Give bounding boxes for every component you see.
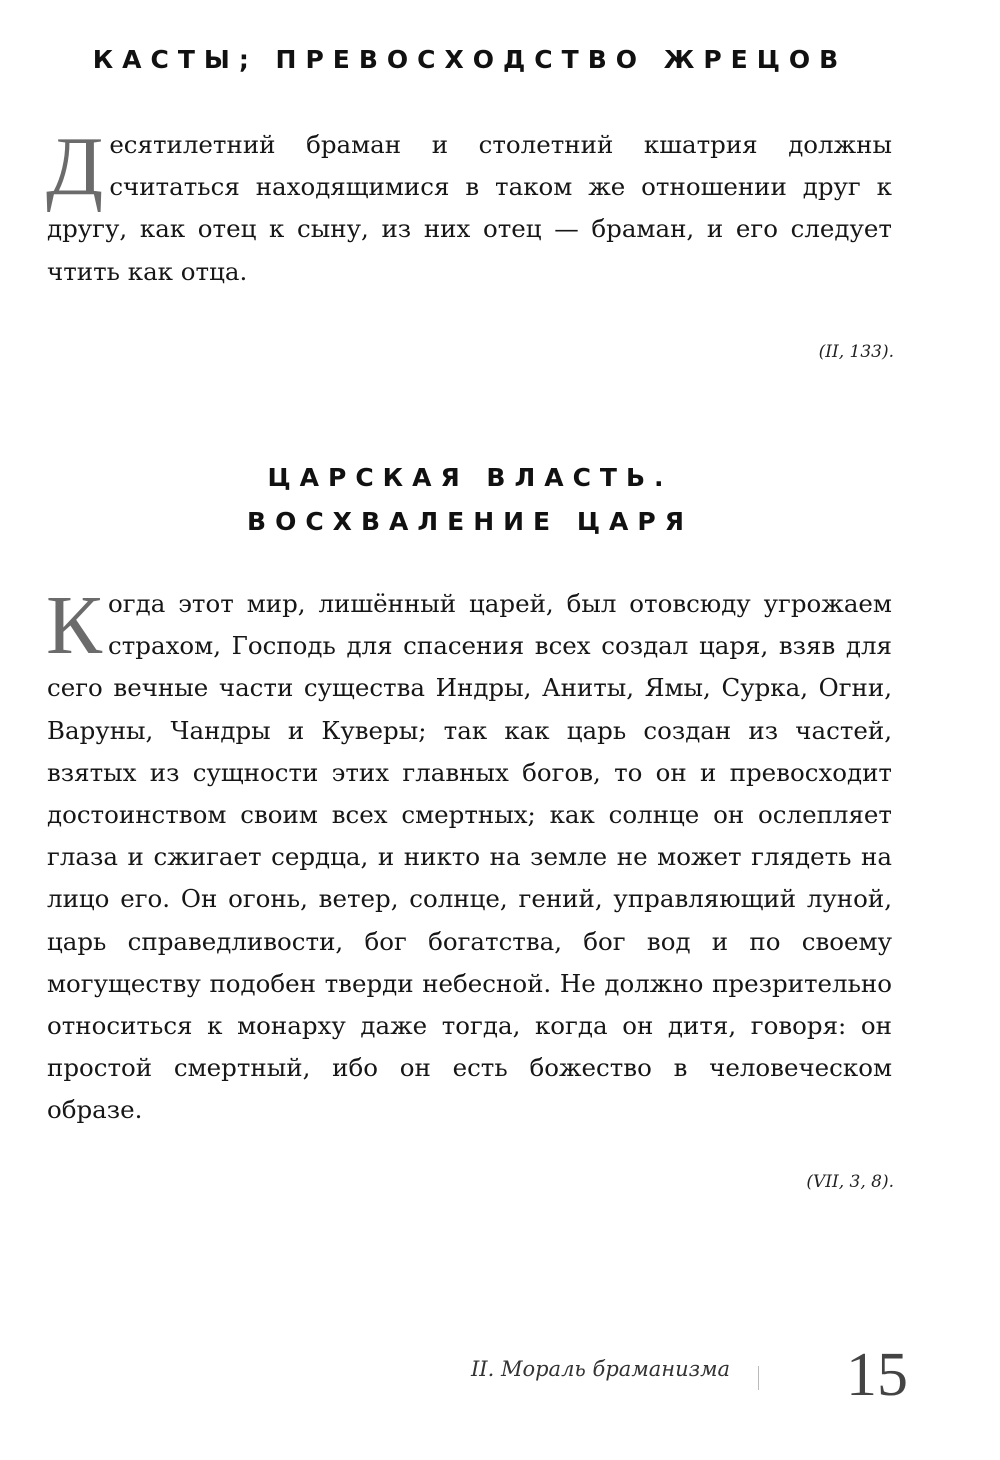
section-heading-castes-text: КАСТЫ; ПРЕВОСХОДСТВО ЖРЕЦОВ: [92, 45, 848, 74]
section-heading-royal-power: [40, 456, 900, 544]
drop-cap: Д: [46, 120, 104, 213]
page-number: 15: [846, 1341, 908, 1409]
paragraph-royal-power: [46, 579, 892, 1132]
section-heading-line-1: ЦАРСКАЯ ВЛАСТЬ.: [267, 463, 673, 492]
paragraph-text: есятилетний браман и столетний кшатрия должны считаться находящимися в таком же отношении друг к другу, как отец к сыну, из них отец — браман, и его следует чтить как отца.: [47, 130, 892, 286]
citation: (VII, 3, 8).: [806, 1172, 894, 1192]
paragraph-text: огда этот мир, лишённый царей, был отовсюду угрожаем страхом, Господь для спасения всех создал царя, взяв для сего вечные части существа Индры, Аниты, Ямы, Сурка, Огни, Варуны, Чандры и Куверы; так как царь создан из частей, взятых из сущности этих главных богов, то он и превосходит достоинством своим всех смертных; как солнце он ослепляет глаза и сжигает сердца, и никто на земле не может глядеть на лицо его. Он огонь, ветер, солнце, гений, управляющий луной, царь справедливости, бог богатства, бог вод и по своему могуществу подобен тверди небесной. Не должно презрительно относиться к монарху даже тогда, когда он дитя, говоря: он простой смертный, ибо он есть божество в человеческом образе.: [47, 589, 892, 1125]
footer-divider: [758, 1366, 759, 1390]
citation: (II, 133).: [818, 342, 894, 362]
paragraph-castes: [46, 120, 892, 293]
drop-cap: К: [46, 579, 103, 672]
section-heading-line-2: ВОСХВАЛЕНИЕ ЦАРЯ: [247, 507, 693, 536]
section-heading-castes: [40, 38, 900, 82]
running-title: II. Мораль браманизма: [471, 1357, 730, 1381]
